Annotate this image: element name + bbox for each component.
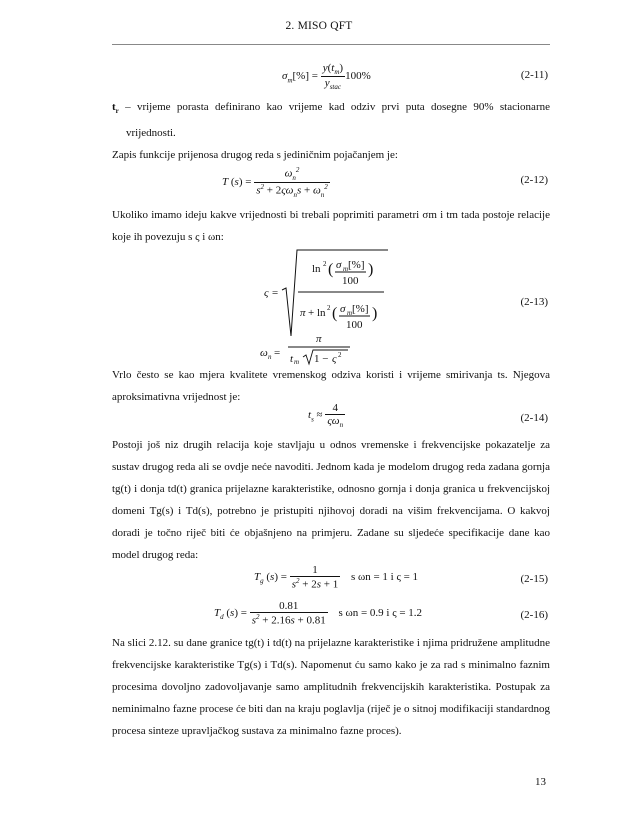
equation-2-14 bbox=[112, 400, 550, 436]
equation-number: (2-12) bbox=[520, 174, 548, 186]
svg-text:): ) bbox=[368, 261, 374, 278]
header-rule bbox=[112, 44, 550, 45]
svg-text:ln: ln bbox=[312, 263, 321, 275]
paragraph-specifications: Postoji još niz drugih relacija koje stavljaju u odnos vremenske i frekvencijske pokazatelje za sustav drugog reda ali se ovdje neće navoditi. Jednom kada je modelom drugog reda zadana gornja tg(t) i donja td(t) granica prijelazne karakteristike, odnosno gornja i donja granica u frekvencijskoj domeni Tg(s) i Td(s), potrebno je pristupiti njihovoj doradi na višim frekvencijama. O kakvoj doradi je točno riječ biti će objašnjeno na primjeru. Zadane su sljedeće specifikacije dane kao model drugog reda: bbox=[112, 439, 550, 561]
equation-2-12 bbox=[112, 160, 550, 200]
svg-text:+ ln: + ln bbox=[308, 307, 326, 319]
svg-text:ς: ς bbox=[332, 353, 337, 365]
svg-text:1 −: 1 − bbox=[314, 353, 329, 365]
svg-text:2: 2 bbox=[327, 304, 331, 312]
paragraph-figure-discussion: Na slici 2.12. su dane granice tg(t) i td(t) na prijelazne karakteristike i njima pridružene amplitudne frekvencijske karakteristike Tg(s) i Td(s). Napomenut ću samo kako je za rad s minimalno faznim procesima dovoljno zadovoljavanje samo amplitudnih frekvencijskih karakteristika. Postupak za neminimalno fazne procese će biti dan na kraju poglavlja (riječ je o sitnoj modifikaciji standardnog procesa sinteze upravljačkog sustava za minimalno fazne proces). bbox=[112, 637, 550, 737]
paragraph-transfer-intro: Zapis funkcije prijenosa drugog reda s jediničnim pojačanjem je: bbox=[112, 149, 398, 162]
equation-2-16-condition: s ωn = 0.9 i ς = 1.2 bbox=[338, 606, 423, 619]
equation-number: (2-11) bbox=[520, 69, 548, 81]
equation-2-13 bbox=[112, 244, 550, 364]
page-number: 13 bbox=[535, 776, 546, 788]
svg-text:[%]: [%] bbox=[352, 303, 369, 315]
equation-2-16-formula: $T_d$ (s) = $\frac{0.81}{s^2 + 2.16s + 0.81}$ s ωn = 0.9 i ς = 1.2 bbox=[214, 600, 423, 627]
equation-number: (2-16) bbox=[520, 609, 548, 621]
svg-text:m: m bbox=[343, 265, 349, 273]
paragraph-parameters: Ukoliko imamo ideju kakve vrijednosti bi trebali poprimiti parametri σm i tm tada postoje relacije koje ih povezuju s ς i ωn: bbox=[112, 209, 550, 243]
equation-2-13-graphic bbox=[112, 244, 550, 364]
svg-text:t: t bbox=[290, 353, 294, 365]
rise-time-definition: – vrijeme porasta definirano kao vrijeme kad odziv prvi puta dosegne 90% stacionarne vrijednosti. bbox=[118, 101, 550, 140]
equation-number: (2-14) bbox=[520, 412, 548, 424]
svg-text:(: ( bbox=[332, 305, 338, 322]
equation-2-15-formula: $T_g$ (s) = $\frac{1}{s^2 + 2s + 1}$ s ωn = 1 i ς = 1 bbox=[254, 564, 419, 591]
equation-2-11-formula: $\sigma_m[\%]$ = $\frac{y(t_m)}{y_{stac}}$ 100% bbox=[282, 62, 371, 92]
paragraph-settling-time: Vrlo često se kao mjera kvalitete vremenskog odziva koristi i vrijeme smirivanja ts. Njegova aproksimativna vrijednost je: bbox=[112, 369, 550, 403]
equation-2-11 bbox=[112, 58, 550, 92]
svg-text:=: = bbox=[274, 347, 281, 359]
equation-number: (2-13) bbox=[520, 296, 548, 308]
rise-time-subscript: r bbox=[115, 107, 119, 116]
equation-number: (2-15) bbox=[520, 573, 548, 585]
running-header: 2. MISO QFT bbox=[285, 20, 353, 32]
svg-text:100: 100 bbox=[346, 319, 363, 331]
svg-text:m: m bbox=[294, 358, 300, 366]
svg-text:n: n bbox=[268, 353, 272, 361]
svg-text:2: 2 bbox=[323, 260, 327, 268]
svg-text:σ: σ bbox=[336, 259, 342, 271]
svg-text:ς =: ς = bbox=[264, 287, 279, 299]
svg-text:π: π bbox=[316, 333, 322, 345]
paragraph-rise-time bbox=[112, 96, 550, 166]
svg-text:100: 100 bbox=[342, 275, 359, 287]
equation-2-15 bbox=[112, 562, 550, 596]
svg-text:2: 2 bbox=[338, 351, 342, 359]
equation-2-12-formula: T (s) = $\frac{\omega_n^2}{s^2 + 2\varsigma\omega_ns + \omega_n^2}$ bbox=[222, 166, 328, 199]
svg-text:ω: ω bbox=[260, 347, 268, 359]
svg-text:m: m bbox=[347, 309, 353, 317]
equation-2-15-condition: s ωn = 1 i ς = 1 bbox=[350, 570, 419, 583]
rise-time-symbol: t bbox=[112, 101, 116, 113]
svg-text:[%]: [%] bbox=[348, 259, 365, 271]
svg-text:(: ( bbox=[328, 261, 334, 278]
svg-text:σ: σ bbox=[340, 303, 346, 315]
svg-text:π: π bbox=[300, 307, 306, 319]
equation-2-16 bbox=[112, 598, 550, 632]
equation-2-14-formula: $t_s$ ≈ $\frac{4}{\varsigma\omega_n}$ bbox=[308, 402, 344, 430]
svg-text:): ) bbox=[372, 305, 378, 322]
